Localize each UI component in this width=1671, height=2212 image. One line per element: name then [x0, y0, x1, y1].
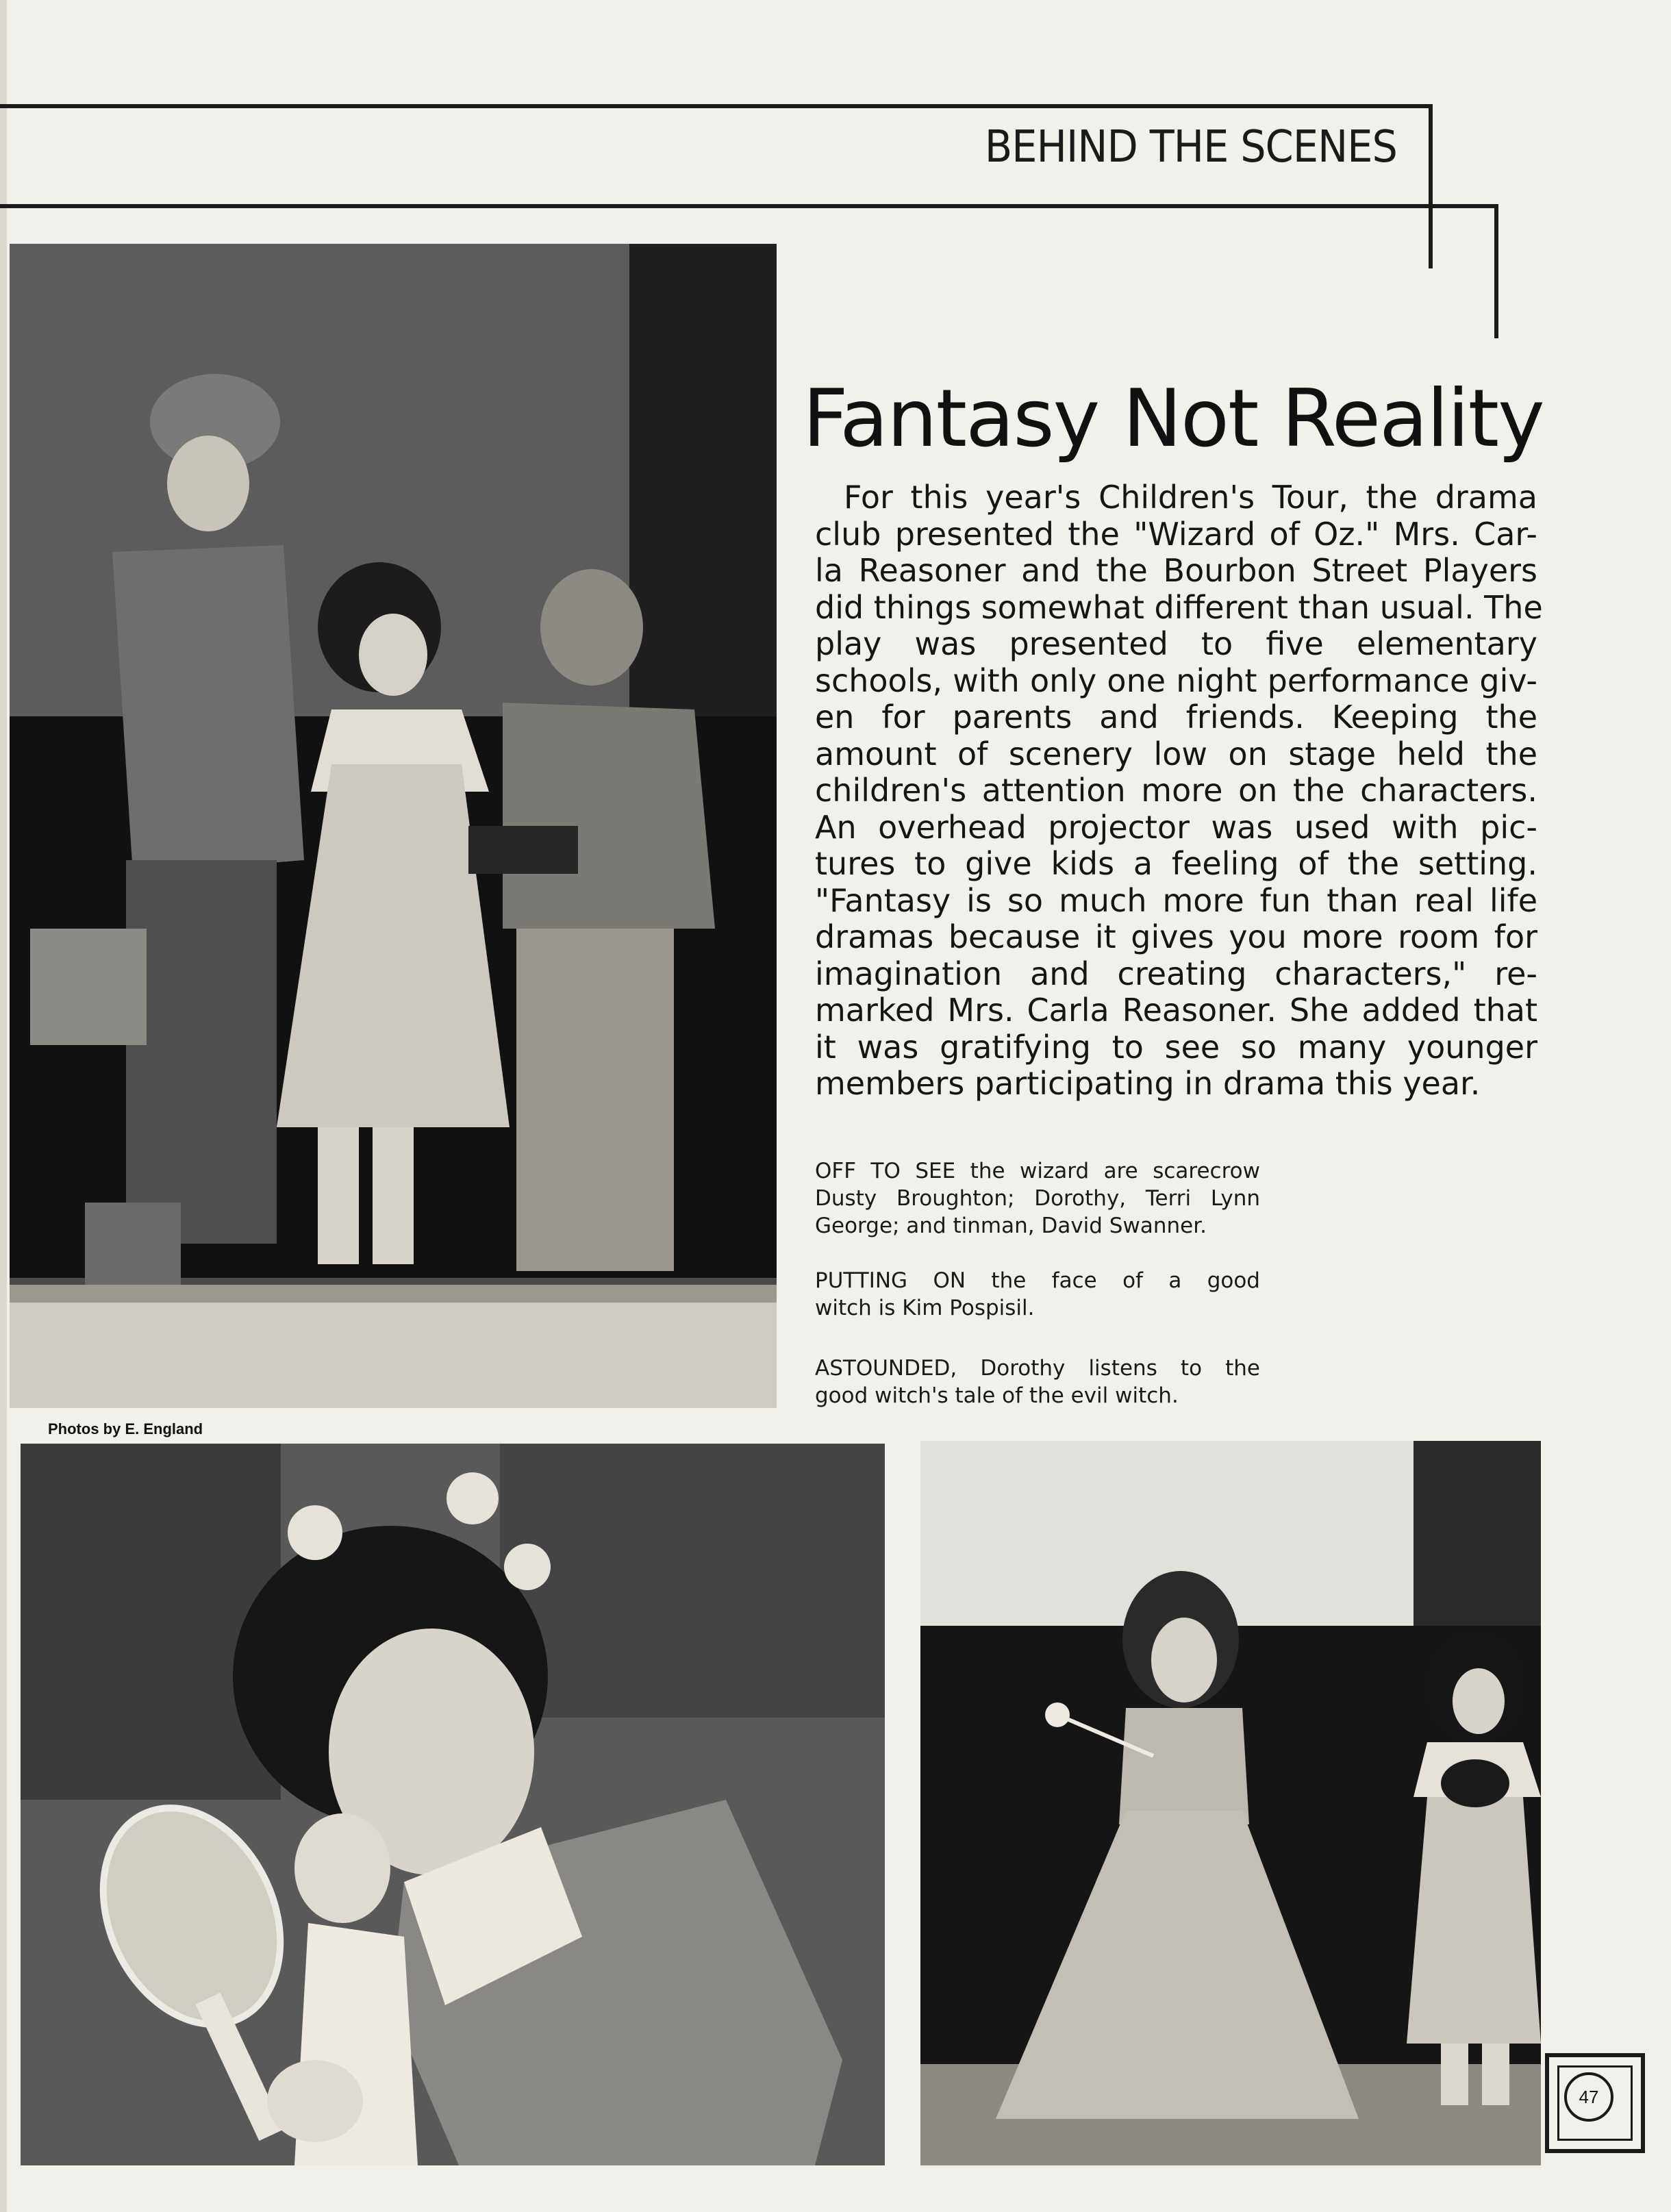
caption-line: good witch's tale of the evil witch. — [815, 1383, 1179, 1408]
body-line: tures to give kids a feeling of the setting. — [815, 845, 1537, 882]
body-line: did things somewhat different than usual. The — [815, 588, 1543, 626]
photo-credit: Photos by E. England — [48, 1420, 203, 1437]
body-line: it was gratifying to see so many younger — [815, 1028, 1537, 1066]
header-top-rule-vertical — [1429, 104, 1433, 268]
scarecrow-dorothy-tinman-photo — [10, 244, 777, 1408]
makeup-mirror-photo — [21, 1444, 885, 2165]
header-bottom-rule — [0, 204, 1498, 208]
good-witch-dorothy-photo — [920, 1441, 1541, 2165]
caption-line: witch is Kim Pospisil. — [815, 1296, 1035, 1320]
caption-line: OFF TO SEE the wizard are scarecrow — [815, 1159, 1260, 1183]
body-line: "Fantasy is so much more fun than real life — [815, 881, 1537, 919]
caption-putting-on — [815, 1267, 1260, 1322]
caption-astounded — [815, 1355, 1260, 1409]
article-headline: Fantasy Not Reality — [803, 373, 1544, 465]
body-line: amount of scenery low on stage held the — [815, 735, 1537, 772]
makeup-scene-illustration — [21, 1444, 885, 2165]
page-binding-edge — [0, 0, 7, 2212]
body-line: la Reasoner and the Bourbon Street Players — [815, 552, 1537, 589]
body-line: imagination and creating characters," re- — [815, 955, 1537, 992]
body-line: dramas because it gives you more room for — [815, 918, 1537, 955]
page-number: 47 — [1564, 2072, 1613, 2122]
body-line: play was presented to five elementary — [815, 625, 1537, 662]
body-line: An overhead projector was used with pic- — [815, 808, 1537, 846]
body-line: members participating in drama this year. — [815, 1065, 1481, 1102]
section-title: BEHIND THE SCENES — [984, 122, 1397, 173]
body-line: club presented the "Wizard of Oz." Mrs. Car- — [815, 515, 1537, 553]
body-line: marked Mrs. Carla Reasoner. She added that — [815, 992, 1537, 1029]
header-bottom-rule-vertical — [1494, 204, 1498, 338]
body-line: schools, with only one night performance giv- — [815, 662, 1537, 699]
caption-line: Dusty Broughton; Dorothy, Terri Lynn — [815, 1186, 1260, 1211]
caption-line: George; and tinman, David Swanner. — [815, 1214, 1207, 1238]
body-line: For this year's Children's Tour, the drama — [844, 479, 1537, 516]
page-number-box — [1545, 2053, 1645, 2153]
caption-line: PUTTING ON the face of a good — [815, 1268, 1260, 1293]
caption-off-to-see — [815, 1157, 1260, 1240]
caption-line: ASTOUNDED, Dorothy listens to the — [815, 1356, 1260, 1381]
witch-scene-illustration — [920, 1441, 1541, 2165]
body-line: children's attention more on the characters. — [815, 772, 1537, 809]
article-body — [815, 479, 1543, 1103]
stage-scene-illustration — [10, 244, 777, 1408]
body-line: en for parents and friends. Keeping the — [815, 699, 1537, 736]
header-top-rule — [0, 104, 1433, 108]
